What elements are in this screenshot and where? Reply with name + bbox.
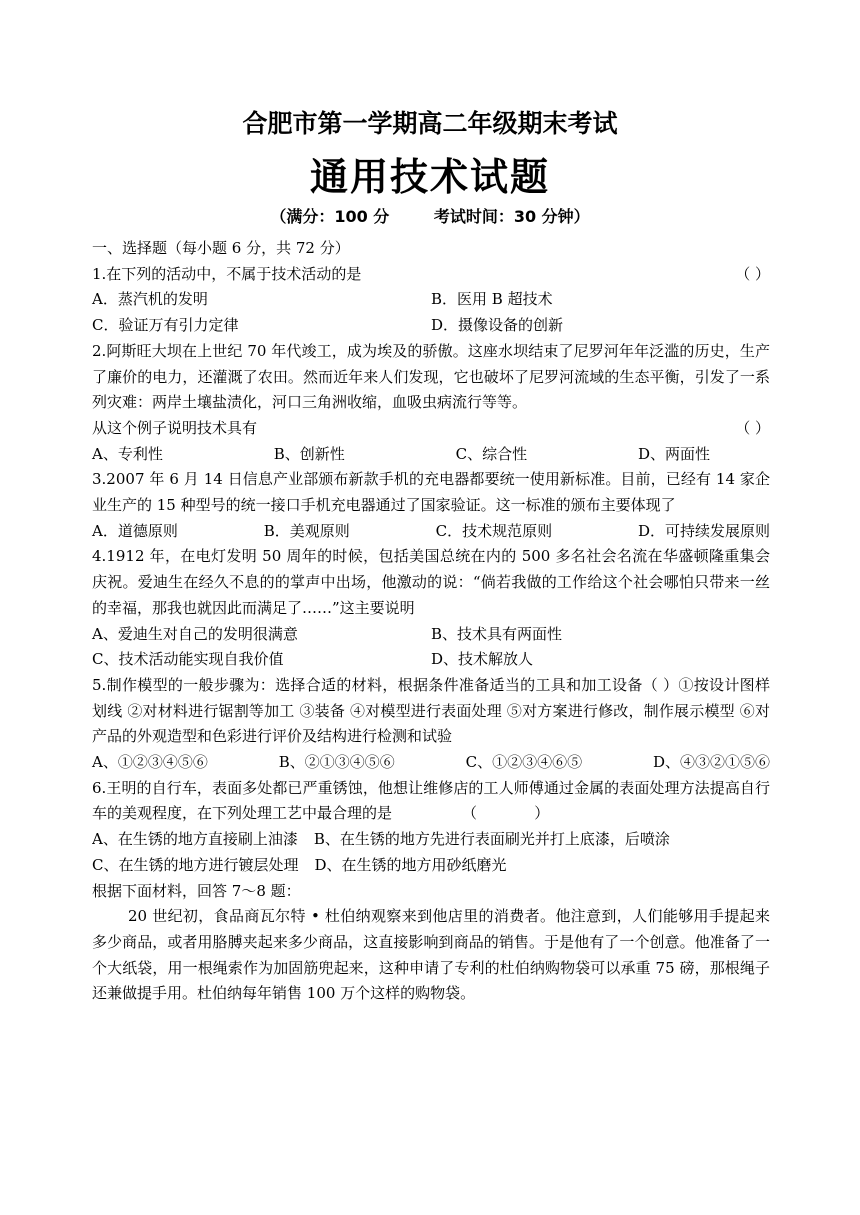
question-3-options <box>92 519 770 545</box>
option-b: B、技术具有两面性 <box>431 624 563 643</box>
option-a: A、在生锈的地方直接刷上油漆 <box>92 830 298 849</box>
answer-bracket: （ ） <box>735 264 770 283</box>
question-6-options-row1 <box>92 827 770 853</box>
material-intro: 根据下面材料，回答 7～8 题： <box>92 881 301 900</box>
question-5-options <box>92 750 770 776</box>
option-c: C、综合性 <box>455 444 528 463</box>
question-2-stem-last: 从这个例子说明技术具有 （ ） <box>92 416 770 442</box>
exam-meta: （满分：100 分 考试时间：30 分钟） <box>270 207 590 226</box>
question-4-options <box>92 647 770 673</box>
option-b: B．医用 B 超技术 <box>431 290 553 309</box>
option-d: D、在生锈的地方用砂纸磨光 <box>314 855 507 874</box>
section-heading: 一、选择题（每小题 6 分，共 72 分） <box>92 239 350 257</box>
option-b: B、②①③④⑤⑥ <box>278 753 395 772</box>
question-3-stem: 3.2007 年 6 月 14 日信息产业部颁布新款手机的充电器都要统一使用新标准。目前，已经有 14 家企业生产的 15 种型号的统一接口手机充电器通过了国家验证。这一标准的颁布主要体现了 <box>92 470 770 515</box>
option-a: A、爱迪生对自己的发明很满意 <box>92 624 298 643</box>
option-c: C．技术规范原则 <box>435 521 553 540</box>
option-d: D、两面性 <box>637 444 710 463</box>
option-b: B、创新性 <box>273 444 345 463</box>
option-c: C．验证万有引力定律 <box>92 316 239 335</box>
option-a: A、①②③④⑤⑥ <box>92 753 208 772</box>
question-4-stem: 4.1912 年，在电灯发明 50 周年的时候，包括美国总统在内的 500 多名社会名流在华盛顿隆重集会庆祝。爱迪生在经久不息的的掌声中出场，他激动的说：“倘若我做的工作给这个社会哪怕只带来一丝的幸福，那我也就因此而满足了……”这主要说明 <box>92 547 770 617</box>
option-a: A、专利性 <box>92 444 163 463</box>
option-d: D、④③②①⑤⑥ <box>652 753 770 772</box>
question-1-options <box>92 287 770 313</box>
option-b: B、在生锈的地方先进行表面刷光并打上底漆，后喷涂 <box>313 830 670 849</box>
question-5-stem: 5.制作模型的一般步骤为：选择合适的材料，根据条件准备适当的工具和加工设备（ ）①按设计图样划线 ②对材料进行锯割等加工 ③装备 ④对模型进行表面处理 ⑤对方案进行修改，制作展示模型 ⑥对产品的外观造型和色彩进行评价及结构进行检测和试验 <box>92 675 770 746</box>
material-text: 20 世纪初，食品商瓦尔特 • 杜伯纳观察来到他店里的消费者。他注意到，人们能够用手提起来多少商品，或者用胳膊夹起来多少商品，这直接影响到商品的销售。于是他有了一个创意。他准备了一个大纸袋，用一根绳索作为加固筋兜起来，这种申请了专利的杜伯纳购物袋可以承重 75 磅，那根绳子还兼做提手用。杜伯纳每年销售 100 万个这样的购物袋。 <box>92 907 770 1003</box>
option-c: C、在生锈的地方进行镀层处理 <box>92 855 299 874</box>
question-2-options <box>92 442 770 468</box>
option-b: B．美观原则 <box>263 521 350 540</box>
option-c: C、技术活动能实现自我价值 <box>92 650 284 669</box>
exam-body <box>92 236 770 1007</box>
option-d: D．摄像设备的创新 <box>431 316 564 335</box>
question-4-options <box>92 622 770 648</box>
question-1-options <box>92 313 770 339</box>
option-c: C、①②③④⑥⑤ <box>465 753 583 772</box>
option-d: D、技术解放人 <box>431 650 534 669</box>
answer-bracket: （ ） <box>462 804 550 823</box>
option-d: D．可持续发展原则 <box>637 521 770 540</box>
question-1-stem: 1.在下列的活动中，不属于技术活动的是 （ ） <box>92 262 770 288</box>
question-6-stem: 6.王明的自行车，表面多处都已严重锈蚀，他想让维修店的工人师傅通过金属的表面处理方法提高自行车的美观程度，在下列处理工艺中最合理的是 （ ） <box>92 778 770 823</box>
subject-title: 通用技术试题 <box>309 155 550 199</box>
question-2-stem: 2.阿斯旺大坝在上世纪 70 年代竣工，成为埃及的骄傲。这座水坝结束了尼罗河年年泛滥的历史，生产了廉价的电力，还灌溉了农田。然而近年来人们发现，它也破坏了尼罗河流域的生态平衡，引发了一系列灾难：两岸土壤盐渍化，河口三角洲收缩，血吸虫病流行等等。 <box>92 341 770 412</box>
answer-bracket: （ ） <box>735 418 770 437</box>
exam-title: 合肥市第一学期高二年级期末考试 <box>242 109 618 138</box>
question-6-options-row2 <box>92 853 770 879</box>
option-a: A．道德原则 <box>92 521 178 540</box>
option-a: A．蒸汽机的发明 <box>92 290 208 309</box>
